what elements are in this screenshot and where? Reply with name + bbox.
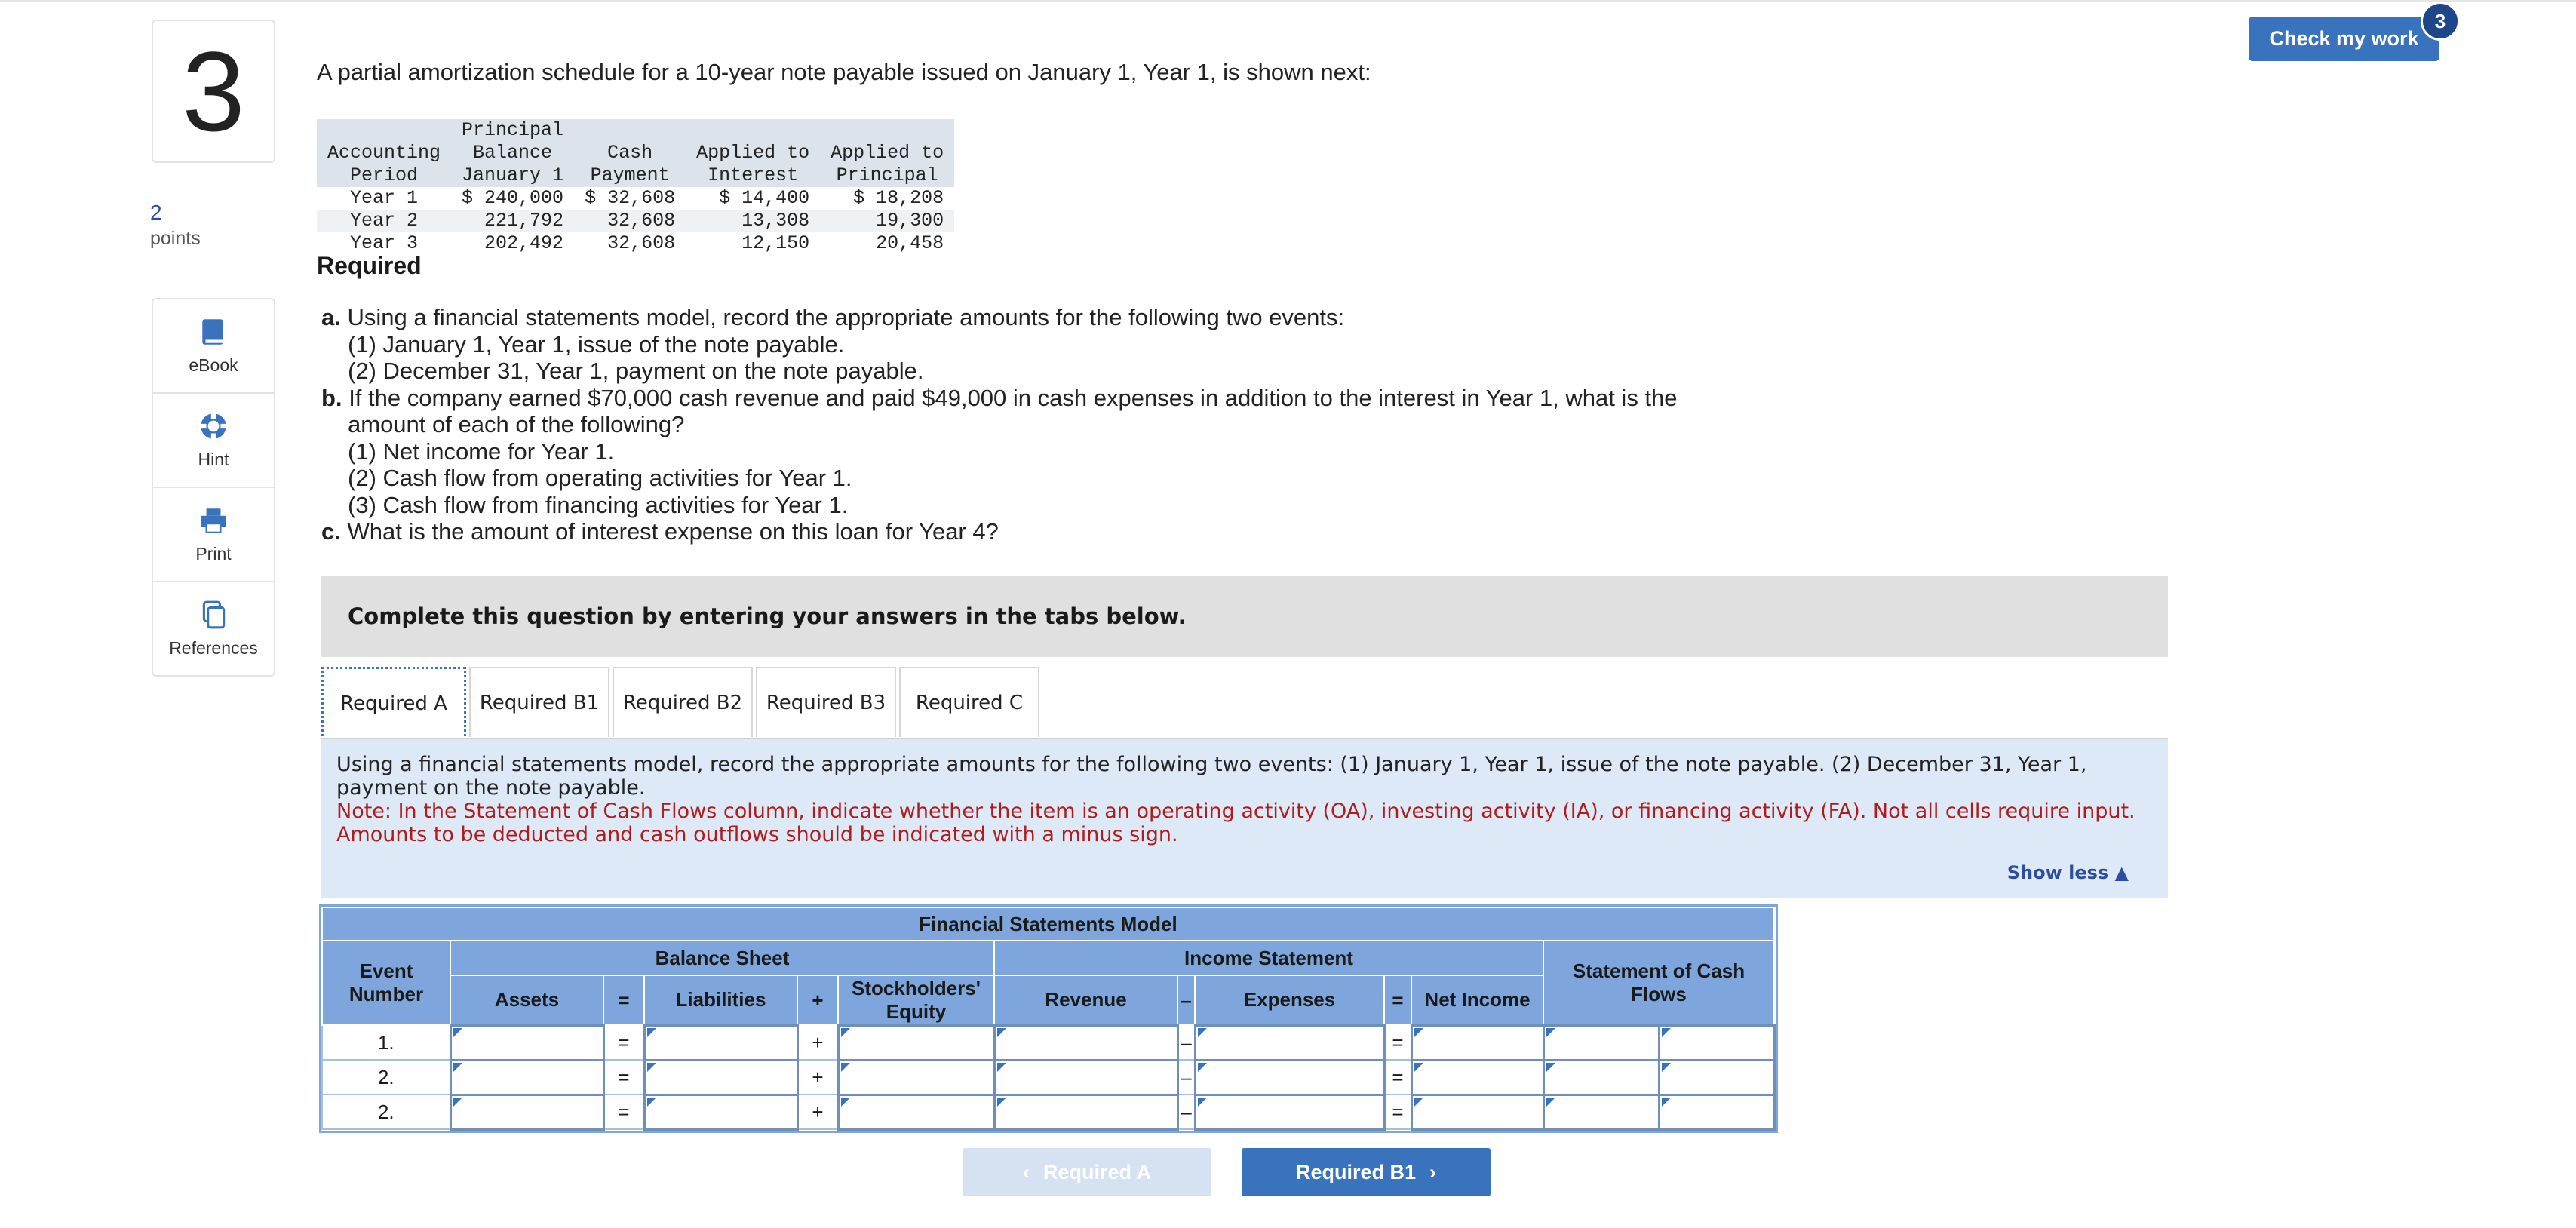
expenses-input[interactable] [1195, 1060, 1384, 1094]
cash-flow-amount-input[interactable] [1543, 1094, 1659, 1129]
schedule-cell: $ 14,400 [719, 187, 810, 209]
schedule-cell: 12,150 [741, 232, 810, 254]
equity-input[interactable] [838, 1025, 994, 1060]
schedule-header: Payment [574, 164, 686, 187]
schedule-header: Period [317, 164, 451, 187]
hint-button[interactable] [153, 394, 274, 488]
schedule-cell: 19,300 [820, 210, 954, 232]
part-a-item: (1) January 1, Year 1, issue of the note payable. [348, 330, 845, 358]
table-row [322, 1025, 1774, 1060]
event-number: 2. [322, 1094, 450, 1129]
hint-label: Hint [198, 450, 229, 469]
equals-sign: = [1384, 1094, 1411, 1129]
assets-input[interactable] [450, 1094, 603, 1129]
schedule-header [317, 119, 451, 142]
liabilities-input[interactable] [644, 1060, 797, 1094]
equity-input[interactable] [838, 1060, 994, 1094]
schedule-cell: Year 1 [350, 187, 419, 209]
triangle-up-icon: ▲ [2114, 862, 2129, 883]
net-income-input[interactable] [1411, 1060, 1543, 1094]
assets-input[interactable] [450, 1060, 603, 1094]
event-number: 1. [322, 1025, 450, 1060]
plus-sign: + [797, 1025, 838, 1060]
question-intro: A partial amortization schedule for a 10-year note payable issued on January 1, Year 1, is shown next: [317, 59, 1371, 85]
plus-sign: + [797, 1060, 838, 1094]
part-a-label: a. [321, 304, 341, 330]
references-button[interactable] [153, 582, 274, 675]
expenses-input[interactable] [1195, 1025, 1384, 1060]
equals-sign: = [603, 1025, 644, 1060]
financial-statements-model [321, 907, 1776, 1131]
expenses-input[interactable] [1195, 1094, 1384, 1129]
cash-flow-activity-input[interactable] [1659, 1060, 1774, 1094]
equals-sign: = [1384, 1025, 1411, 1060]
points-value: 2 [150, 201, 162, 224]
schedule-cell: 32,608 [574, 210, 686, 232]
printer-icon [198, 505, 229, 536]
tools-panel [152, 298, 275, 677]
minus-sign: – [1177, 1094, 1195, 1129]
amortization-schedule [317, 119, 954, 255]
schedule-cell: Year 3 [350, 232, 419, 254]
part-b-label: b. [321, 384, 342, 411]
assets-input[interactable] [450, 1025, 603, 1060]
lifebuoy-icon [198, 410, 229, 442]
schedule-cell: 13,308 [686, 210, 820, 232]
cash-flow-activity-input[interactable] [1659, 1025, 1774, 1060]
part-c-label: c. [321, 518, 341, 545]
schedule-cell: $ 18,208 [853, 187, 944, 209]
plus-sign: + [797, 975, 838, 1025]
prev-tab-button[interactable] [963, 1148, 1211, 1196]
schedule-header: Principal [451, 119, 574, 142]
table-row [317, 210, 954, 232]
part-c-text: What is the amount of interest expense on this loan for Year 4? [347, 518, 999, 545]
equity-input[interactable] [838, 1094, 994, 1129]
equity-header: Stockholders' Equity [838, 975, 994, 1025]
question-number: 3 [152, 20, 275, 163]
event-number-header: Event Number [322, 941, 450, 1025]
schedule-cell: 20,458 [876, 232, 944, 254]
table-row [322, 1094, 1774, 1129]
revenue-header: Revenue [994, 975, 1177, 1025]
complete-text: Complete this question by entering your answers in the tabs below. [348, 603, 1187, 629]
cash-flows-header: Statement of Cash Flows [1543, 941, 1774, 1025]
schedule-cell: 32,608 [607, 232, 676, 254]
tab-required-b3[interactable]: Required B3 [756, 667, 896, 737]
required-tabs [321, 667, 1039, 738]
part-a-text: Using a financial statements model, record the appropriate amounts for the following two events: [347, 304, 1345, 330]
tab-required-b2[interactable]: Required B2 [613, 667, 753, 737]
schedule-header [686, 119, 820, 142]
chevron-right-icon: › [1429, 1160, 1437, 1183]
liabilities-input[interactable] [644, 1094, 797, 1129]
cash-flow-amount-input[interactable] [1543, 1025, 1659, 1060]
table-row [322, 1060, 1774, 1094]
ebook-button[interactable] [153, 299, 274, 394]
part-a-item: (2) December 31, Year 1, payment on the note payable. [348, 358, 924, 384]
table-row [317, 187, 954, 210]
copy-icon [198, 599, 229, 631]
schedule-header: Accounting [317, 142, 451, 164]
tab-required-a[interactable]: Required A [321, 667, 466, 740]
liabilities-input[interactable] [644, 1025, 797, 1060]
instructions-text: Using a financial statements model, record the appropriate amounts for the following two events: (1) January 1, Year 1, issue of the note payable. (2) December 31, Year 1, payment on the note payable. [336, 753, 2087, 800]
show-less-label: Show less [2006, 862, 2109, 883]
minus-sign: – [1177, 1025, 1195, 1060]
schedule-header: Applied to [686, 142, 820, 164]
tab-required-b1[interactable]: Required B1 [469, 667, 609, 737]
top-divider [0, 0, 2576, 2]
book-icon [198, 316, 229, 348]
next-tab-label: Required B1 [1295, 1160, 1417, 1183]
liabilities-header: Liabilities [644, 975, 797, 1025]
schedule-header [574, 119, 686, 142]
print-label: Print [195, 544, 232, 563]
schedule-header: Cash [574, 142, 686, 164]
part-b-item: (3) Cash flow from financing activities for Year 1. [348, 491, 849, 518]
net-income-header: Net Income [1411, 975, 1543, 1025]
check-count-badge: 3 [2421, 2, 2460, 41]
schedule-header [820, 119, 954, 142]
part-b-item: (2) Cash flow from operating activities for Year 1. [348, 465, 852, 491]
schedule-header: Balance [451, 142, 574, 164]
ebook-label: eBook [189, 355, 238, 375]
revenue-input[interactable] [994, 1094, 1177, 1129]
required-heading: Required [317, 252, 422, 279]
equals-sign: = [603, 1094, 644, 1129]
income-statement-header: Income Statement [994, 941, 1543, 975]
schedule-header: Principal [820, 164, 954, 187]
chevron-left-icon: ‹ [1022, 1160, 1030, 1183]
prev-tab-label: Required A [1042, 1160, 1151, 1183]
fsm-title: Financial Statements Model [322, 907, 1774, 941]
print-button[interactable] [153, 488, 274, 582]
schedule-cell: $ 32,608 [585, 187, 676, 209]
net-income-input[interactable] [1411, 1025, 1543, 1060]
schedule-header: Applied to [820, 142, 954, 164]
complete-banner [321, 576, 2168, 657]
schedule-cell: $ 240,000 [462, 187, 564, 209]
instructions-note: Note: In the Statement of Cash Flows column, indicate whether the item is an operating activity (OA), investing activity (IA), or financing activity (FA). Not all cells require input. Amounts to be deducted and cash outflows should be indicated with a minus sign. [336, 800, 2135, 846]
show-less-link[interactable] [2007, 861, 2129, 885]
event-number: 2. [322, 1060, 450, 1094]
part-b-item: (1) Net income for Year 1. [348, 437, 615, 465]
schedule-header: Interest [686, 164, 820, 187]
tab-required-c[interactable]: Required C [899, 667, 1039, 737]
plus-sign: + [797, 1094, 838, 1129]
question-parts [321, 304, 1678, 545]
minus-sign: – [1177, 975, 1195, 1025]
minus-sign: – [1177, 1060, 1195, 1094]
next-tab-button[interactable] [1242, 1148, 1491, 1196]
part-b-text-cont: amount of each of the following? [348, 411, 685, 437]
revenue-input[interactable] [994, 1060, 1177, 1094]
references-label: References [169, 638, 258, 658]
cash-flow-amount-input[interactable] [1543, 1060, 1659, 1094]
expenses-header: Expenses [1195, 975, 1384, 1025]
assets-header: Assets [450, 975, 603, 1025]
schedule-header: January 1 [451, 164, 574, 187]
revenue-input[interactable] [994, 1025, 1177, 1060]
equals-sign: = [603, 1060, 644, 1094]
check-my-work-button[interactable]: Check my work [2249, 17, 2439, 61]
equals-sign: = [603, 975, 644, 1025]
part-b-text: If the company earned $70,000 cash revenue and paid $49,000 in cash expenses in addition to the interest in Year 1, what is the [348, 384, 1678, 411]
instructions-panel [321, 739, 2168, 898]
points-label: points [150, 228, 201, 249]
schedule-cell: 221,792 [451, 210, 574, 232]
schedule-cell: 202,492 [484, 232, 564, 254]
cash-flow-activity-input[interactable] [1659, 1094, 1774, 1129]
schedule-cell: Year 2 [317, 210, 451, 232]
balance-sheet-header: Balance Sheet [450, 941, 994, 975]
net-income-input[interactable] [1411, 1094, 1543, 1129]
equals-sign: = [1384, 1060, 1411, 1094]
equals-sign: = [1384, 975, 1411, 1025]
